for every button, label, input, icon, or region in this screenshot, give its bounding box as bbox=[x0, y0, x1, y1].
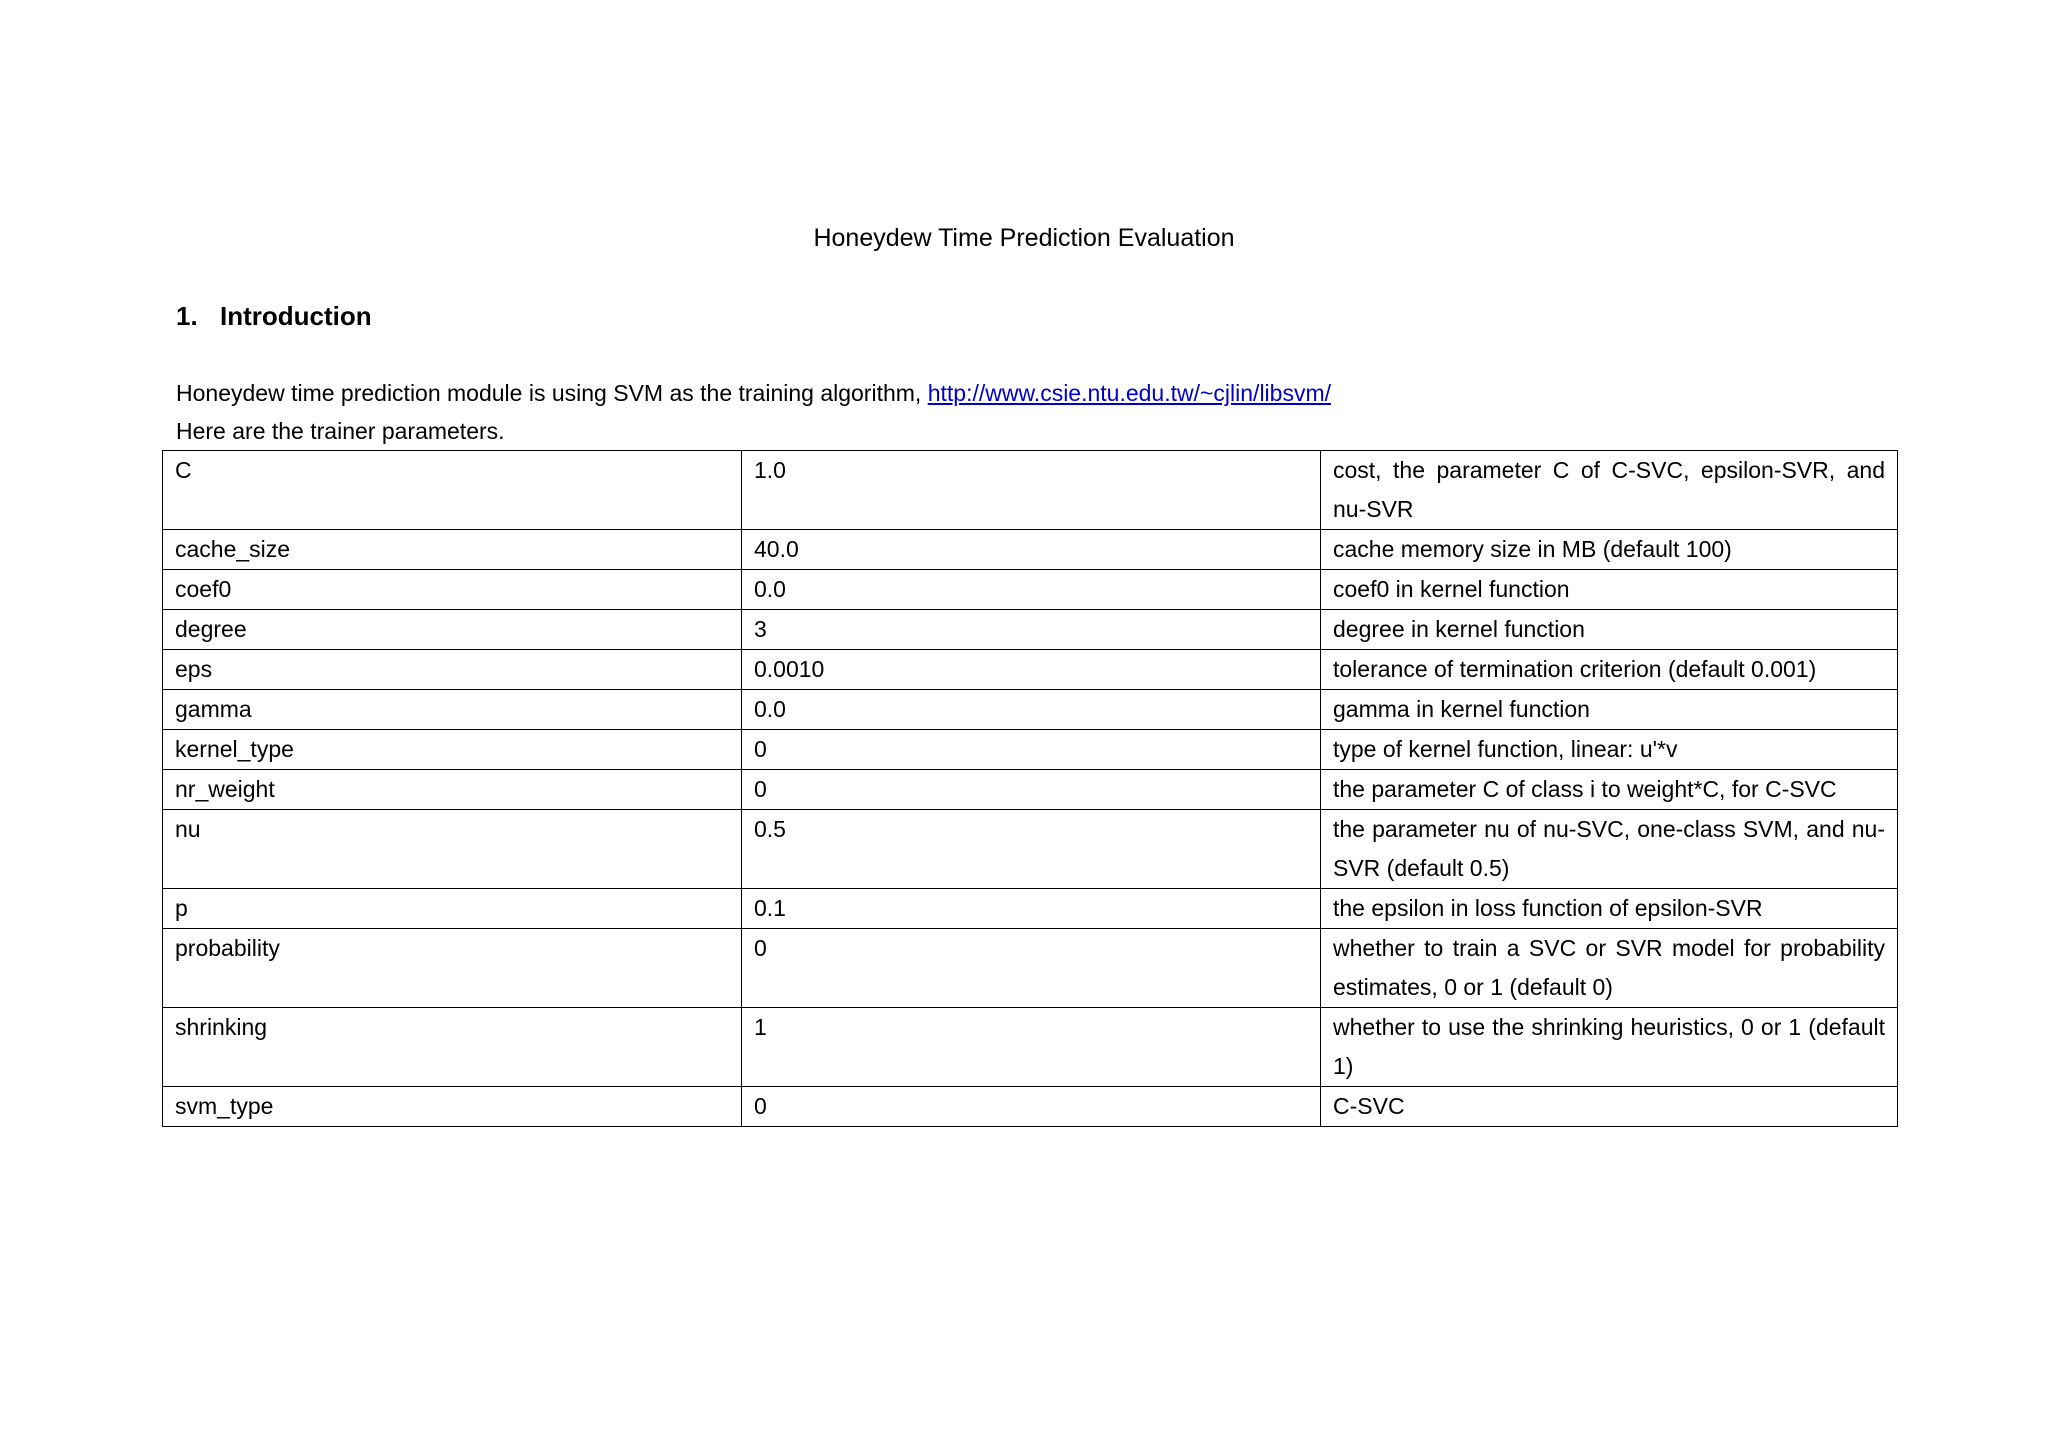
section-heading-text: Introduction bbox=[220, 301, 372, 331]
parameter-value: 0.5 bbox=[742, 810, 1321, 889]
parameter-row-nu bbox=[163, 810, 1898, 889]
parameter-description: tolerance of termination criterion (default 0.001) bbox=[1321, 650, 1898, 690]
parameters-table-body bbox=[163, 451, 1898, 1127]
parameter-name: p bbox=[163, 889, 742, 929]
section-number: 1. bbox=[176, 301, 198, 331]
parameter-row-coef0 bbox=[163, 570, 1898, 610]
parameter-value: 1.0 bbox=[742, 451, 1321, 530]
parameter-name: C bbox=[163, 451, 742, 530]
parameter-value: 0 bbox=[742, 929, 1321, 1008]
parameter-name: nr_weight bbox=[163, 770, 742, 810]
parameter-row-gamma bbox=[163, 690, 1898, 730]
parameter-name: nu bbox=[163, 810, 742, 889]
parameter-description: the epsilon in loss function of epsilon-SVR bbox=[1321, 889, 1898, 929]
parameter-name: shrinking bbox=[163, 1008, 742, 1087]
parameter-description: whether to use the shrinking heuristics, 0 or 1 (default 1) bbox=[1321, 1008, 1898, 1087]
intro-text: Honeydew time prediction module is using SVM as the training algorithm, bbox=[176, 380, 928, 406]
parameter-name: degree bbox=[163, 610, 742, 650]
parameter-description: degree in kernel function bbox=[1321, 610, 1898, 650]
parameter-description: the parameter C of class i to weight*C, for C-SVC bbox=[1321, 770, 1898, 810]
parameter-row-svm-type bbox=[163, 1087, 1898, 1127]
parameter-description: cache memory size in MB (default 100) bbox=[1321, 530, 1898, 570]
parameter-name: cache_size bbox=[163, 530, 742, 570]
parameter-row-kernel-type bbox=[163, 730, 1898, 770]
parameter-value: 0.1 bbox=[742, 889, 1321, 929]
parameter-name: kernel_type bbox=[163, 730, 742, 770]
parameters-table bbox=[162, 450, 1898, 1127]
parameter-name: eps bbox=[163, 650, 742, 690]
parameter-name: gamma bbox=[163, 690, 742, 730]
parameter-description: the parameter nu of nu-SVC, one-class SVM, and nu-SVR (default 0.5) bbox=[1321, 810, 1898, 889]
intro-paragraph bbox=[176, 378, 1331, 408]
parameter-name: probability bbox=[163, 929, 742, 1008]
parameter-value: 0 bbox=[742, 770, 1321, 810]
libsvm-link[interactable]: http://www.csie.ntu.edu.tw/~cjlin/libsvm/ bbox=[927, 380, 1332, 406]
intro-second-line: Here are the trainer parameters. bbox=[176, 418, 505, 444]
parameter-description: gamma in kernel function bbox=[1321, 690, 1898, 730]
section-heading bbox=[176, 300, 372, 332]
parameter-name: coef0 bbox=[163, 570, 742, 610]
parameter-row-shrinking bbox=[163, 1008, 1898, 1087]
parameter-value: 0.0 bbox=[742, 690, 1321, 730]
parameter-row-cache-size bbox=[163, 530, 1898, 570]
parameter-value: 40.0 bbox=[742, 530, 1321, 570]
parameter-description: whether to train a SVC or SVR model for probability estimates, 0 or 1 (default 0) bbox=[1321, 929, 1898, 1008]
parameter-row-eps bbox=[163, 650, 1898, 690]
parameter-description: coef0 in kernel function bbox=[1321, 570, 1898, 610]
parameter-row-p bbox=[163, 889, 1898, 929]
parameter-row-probability bbox=[163, 929, 1898, 1008]
parameter-description: C-SVC bbox=[1321, 1087, 1898, 1127]
parameter-description: type of kernel function, linear: u'*v bbox=[1321, 730, 1898, 770]
document-title: Honeydew Time Prediction Evaluation bbox=[813, 224, 1235, 252]
parameter-value: 0 bbox=[742, 730, 1321, 770]
parameter-row-c bbox=[163, 451, 1898, 530]
parameter-description: cost, the parameter C of C-SVC, epsilon-SVR, and nu-SVR bbox=[1321, 451, 1898, 530]
parameter-row-degree bbox=[163, 610, 1898, 650]
parameter-value: 3 bbox=[742, 610, 1321, 650]
parameter-value: 0.0010 bbox=[742, 650, 1321, 690]
parameter-value: 0.0 bbox=[742, 570, 1321, 610]
parameter-value: 0 bbox=[742, 1087, 1321, 1127]
parameter-value: 1 bbox=[742, 1008, 1321, 1087]
parameter-row-nr-weight bbox=[163, 770, 1898, 810]
parameter-name: svm_type bbox=[163, 1087, 742, 1127]
